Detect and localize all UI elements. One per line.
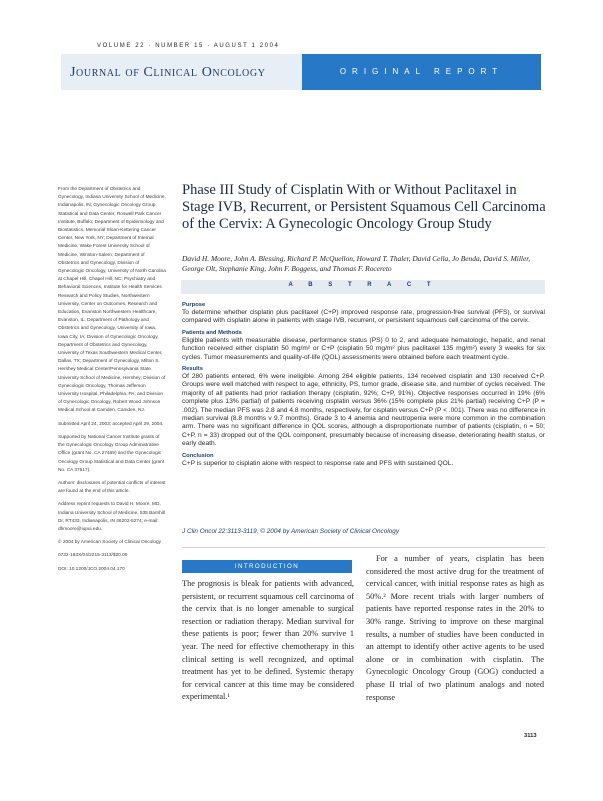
results-text: Of 280 patients entered, 6% were ineligible. Among 264 eligible patients, 134 received cisplatin and 130 received C+P. Groups were well matched with respect to age, ethnicity, PS, tumor grade, disease site, and number of cycles received. The majority of all patients had prior radiation therapy (cisplatin, 92%; C+P, 91%). Objective responses occurred in 19% (6% complete plus 13% partial) of patients receiving cisplatin versus 36% (15% complete plus 21% partial) receiving C+P (P = .002). The median PFS was 2.8 and 4.8 months, respectively, for cisplatin versus C+P (P < .001). There was no difference in median survival (8.8 months v 9.7 months). Grade 3 to 4 anemia and neutropenia were more common in the combination arm. There was no significant difference in QOL scores, although a disproportionate number of patients (cisplatin, n = 50; C+P, n = 33) dropped out of the QOL component, presumably because of increasing disease, deteriorating health status, or early death.: [182, 373, 545, 448]
results-heading: Results: [182, 366, 203, 373]
abstract-body: [182, 301, 545, 471]
submitted-note: Submitted April 24, 2003; accepted April 29, 2004.: [58, 421, 164, 427]
body-column-right: [366, 553, 544, 704]
conclusion-heading: Conclusion: [182, 452, 214, 459]
article-title: Phase III Study of Cisplatin With or Without Paclitaxel in Stage IVB, Recurrent, or Persistent Squamous Cell Carcinoma of the Cervix: A Gynecologic Oncology Group Study: [182, 182, 546, 232]
disclosures-note: Authors' disclosures of potential conflicts of interest are found at the end of this article.: [58, 480, 166, 495]
doi-note: DOI: 10.1200/JCO.2004.04.170: [58, 566, 125, 572]
reprints-note: Address reprint requests to David H. Moore, MD, Indiana University School of Medicine, 535 Barnhill Dr, RT433, Indianapolis, IN 46202-5274; e-mail: dhmoore@iupui.edu.: [58, 502, 165, 532]
divider: [182, 547, 545, 548]
body-column-right-text: For a number of years, cisplatin has been considered the most active drug for the treatment of cervical cancer, with initial response rates as high as 50%.² More recent trials with larger numbers of patients have reported response rates in the 20% to 30% range. Striving to improve on these marginal results, a number of studies have been conducted in an attempt to identify other active agents to be used alone or in combination with cisplatin. The Gynecologic Oncology Group (GOG) conducted a phase II trial of two platinum analogs and noted response: [366, 554, 544, 702]
introduction-heading: INTRODUCTION: [234, 563, 300, 570]
journal-title: Journal of Clinical Oncology: [70, 65, 266, 80]
abstract-label: A B S T R A C T: [288, 282, 438, 288]
methods-text: Eligible patients with measurable disease, performance status (PS) 0 to 2, and adequate hematologic, hepatic, and renal function received either cisplatin 50 mg/m² or C+P (cisplatin 50 mg/m² plus paclitaxel 135 mg/m²) every 3 weeks for six cycles. Tumor measurements and quality-of-life (QOL) assessments were obtained before each treatment cycle.: [182, 336, 545, 361]
copyright-note: © 2004 by American Society of Clinical Oncology: [58, 540, 162, 546]
affiliations: From the Department of Obstetrics and Gynecology, Indiana University School of Medicine, Indianapolis, IN; Gynecologic Oncology Group Statistical and Data Center, Roswell Park Cancer Institute, Buffalo; Department of Epidemiology and Biostatistics, Memorial Sloan-Kettering Cancer Center, New York, NY; Department of Internal Medicine, Wake Forest University School of Medicine, Winston-Salem; Department of Obstetrics and Gynecology, Division of Gynecologic Oncology, University of North Carolina at Chapel Hill, Chapel Hill, NC; Psychiatry and Behavioral Sciences, Institute for Health Services Research and Policy Studies, Northwestern University, Center on Outcomes, Research and Education, Evanston Northwestern Healthcare, Evanston, IL; Department of Pathology and Obstetrics and Gynecology, University of Iowa, Iowa City, IA; Division of Gynecologic Oncology, Department of Obstetrics and Gynecology, University of Texas Southwestern Medical Center, Dallas, TX; Department of Gynecology, Milton S. Hershey Medical Center/Pennsylvania State University School of Medicine, Hershey; Division of Gynecologic Oncology, Thomas Jefferson University Hospital, Philadelphia, PA; and Division of Gynecologic Oncology, Robert Wood Johnson Medical School at Camden, Camden, NJ.: [58, 187, 166, 414]
volume-line: VOLUME 22 · NUMBER 15 · AUGUST 1 2004: [97, 43, 280, 49]
issn-note: 0732-183X/04/2215-3113/$20.00: [58, 553, 128, 559]
page-number: 3113: [524, 733, 537, 739]
conclusion-text: C+P is superior to cisplatin alone with respect to response rate and PFS with sustained QOL.: [182, 459, 454, 467]
article-type-label: ORIGINAL REPORT: [339, 67, 504, 76]
sidebar-notes: [58, 186, 166, 579]
citation-line: J Clin Oncol 22:3113-3119. © 2004 by American Society of Clinical Oncology: [182, 528, 400, 535]
purpose-text: To determine whether cisplatin plus paclitaxel (C+P) improved response rate, progression-free survival (PFS), or survival compared with cisplatin alone in patients with stage IVB, recurrent, or persistent squamous cell carcinoma of the cervix.: [182, 309, 545, 325]
body-column-left: The prognosis is bleak for patients with advanced, persistent, or recurrent squamous cell carcinoma of the cervix that is no longer amenable to surgical resection or radiation therapy. Median survival for these patients is poor; fewer than 20% survive 1 year. The need for effective chemotherapy in this clinical setting is well recognized, and optimal treatment has yet to be defined. Systemic therapy for cervical cancer at this time may be considered experimental.¹: [182, 579, 354, 702]
author-list: David H. Moore, John A. Blessing, Richard P. McQuellon, Howard T. Thaler, David Cella, Jo Benda, David S. Miller, George Olt, Stephanie King, John F. Boggess, and Thomas F. Rocereto: [182, 254, 531, 273]
purpose-heading: Purpose: [182, 302, 206, 308]
methods-heading: Patients and Methods: [182, 329, 242, 336]
support-note: Supported by National Cancer Institute grants of the Gynecologic Oncology Group Administrative Office (grant No. CA 27469) and the Gynecologic Oncology Group Statistical and Data Center (grant No. CA 37517).: [58, 434, 165, 473]
